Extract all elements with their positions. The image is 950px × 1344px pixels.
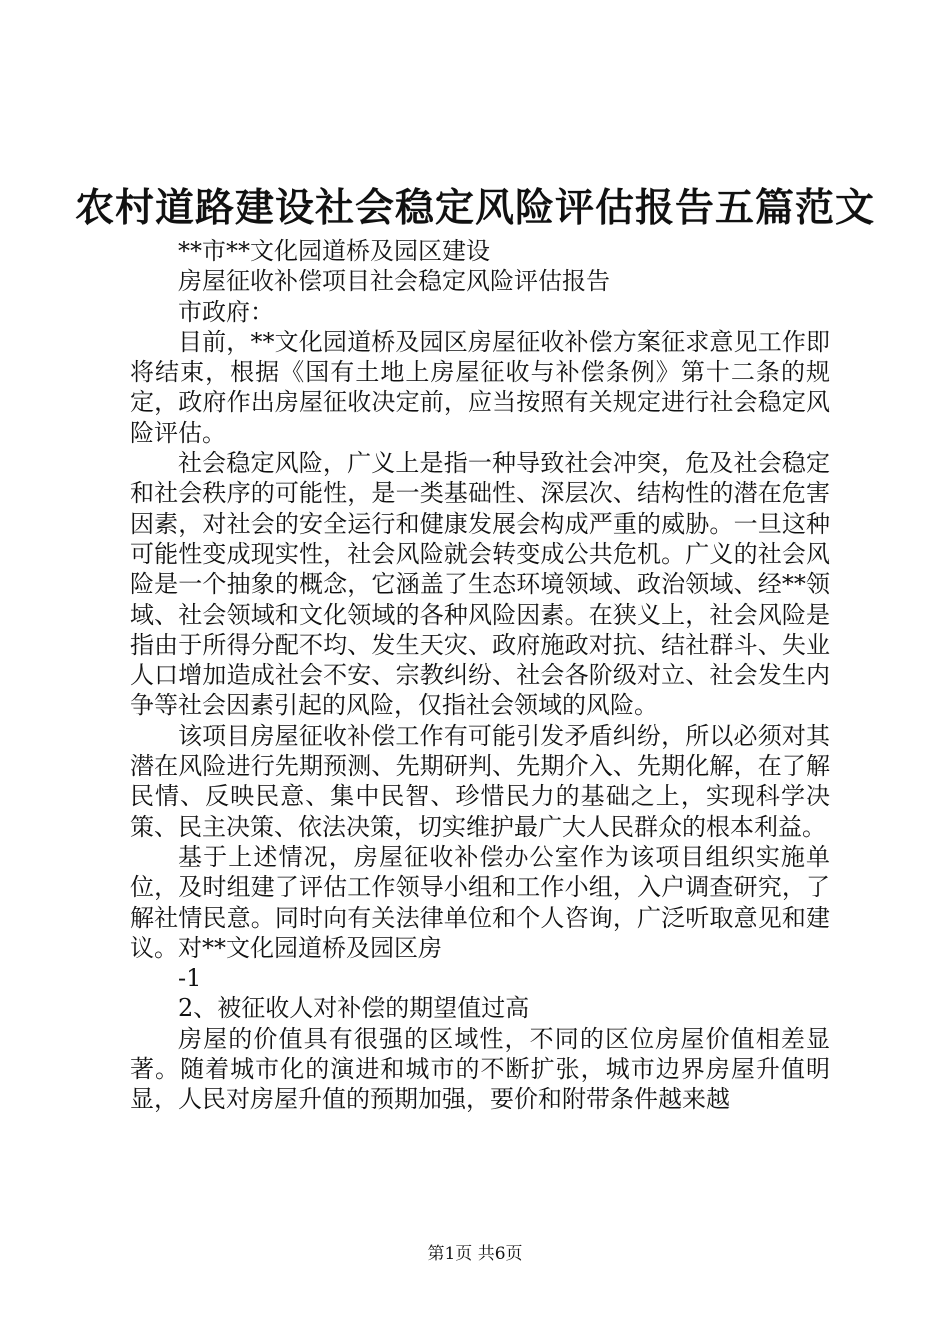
paragraph-expectation: 房屋的价值具有很强的区域性，不同的区位房屋价值相差显著。随着城市化的演进和城市的不断扩张，城市边界房屋升值明显，人民对房屋升值的预期加强，要价和附带条件越来越 xyxy=(130,1024,830,1114)
paragraph-intro: 目前，**文化园道桥及园区房屋征收补偿方案征求意见工作即将结束，根据《国有土地上房屋征收与补偿条例》第十二条的规定，政府作出房屋征收决定前，应当按照有关规定进行社会稳定风险评估。 xyxy=(130,327,830,447)
document-title: 农村道路建设社会稳定风险评估报告五篇范文 xyxy=(74,185,875,231)
page-footer: 第1页 共6页 xyxy=(427,1244,523,1264)
subtitle-line-2: 房屋征收补偿项目社会稳定风险评估报告 xyxy=(178,267,610,296)
document-body xyxy=(130,236,830,1115)
section-heading: 2、被征收人对补偿的期望值过高 xyxy=(178,994,530,1023)
paragraph-project-risk: 该项目房屋征收补偿工作有可能引发矛盾纠纷，所以必须对其潜在风险进行先期预测、先期研判、先期介入、先期化解，在了解民情、反映民意、集中民智、珍惜民力的基础之上，实现科学决策、民主决策、依法决策，切实维护最广大人民群众的根本利益。 xyxy=(130,721,830,841)
paragraph-evaluation-process: 基于上述情况，房屋征收补偿办公室作为该项目组织实施单位，及时组建了评估工作领导小组和工作小组，入户调查研究，了解社情民意。同时向有关法律单位和个人咨询，广泛听取意见和建议。对**文化园道桥及园区房 xyxy=(130,842,830,962)
paragraph-risk-definition: 社会稳定风险，广义上是指一种导致社会冲突，危及社会稳定和社会秩序的可能性，是一类基础性、深层次、结构性的潜在危害因素，对社会的安全运行和健康发展会构成严重的威胁。一旦这种可能性变成现实性，社会风险就会转变成公共危机。广义的社会风险是一个抽象的概念，它涵盖了生态环境领域、政治领域、经**领域、社会领域和文化领域的各种风险因素。在狭义上，社会风险是指由于所得分配不均、发生天灾、政府施政对抗、结社群斗、失业人口增加造成社会不安、宗教纠纷、社会各阶级对立、社会发生内争等社会因素引起的风险，仅指社会领域的风险。 xyxy=(130,449,830,720)
subtitle-line-1: **市**文化园道桥及园区建设 xyxy=(178,237,490,265)
page-marker: -1 xyxy=(178,964,202,993)
addressee-line: 市政府： xyxy=(178,297,274,326)
